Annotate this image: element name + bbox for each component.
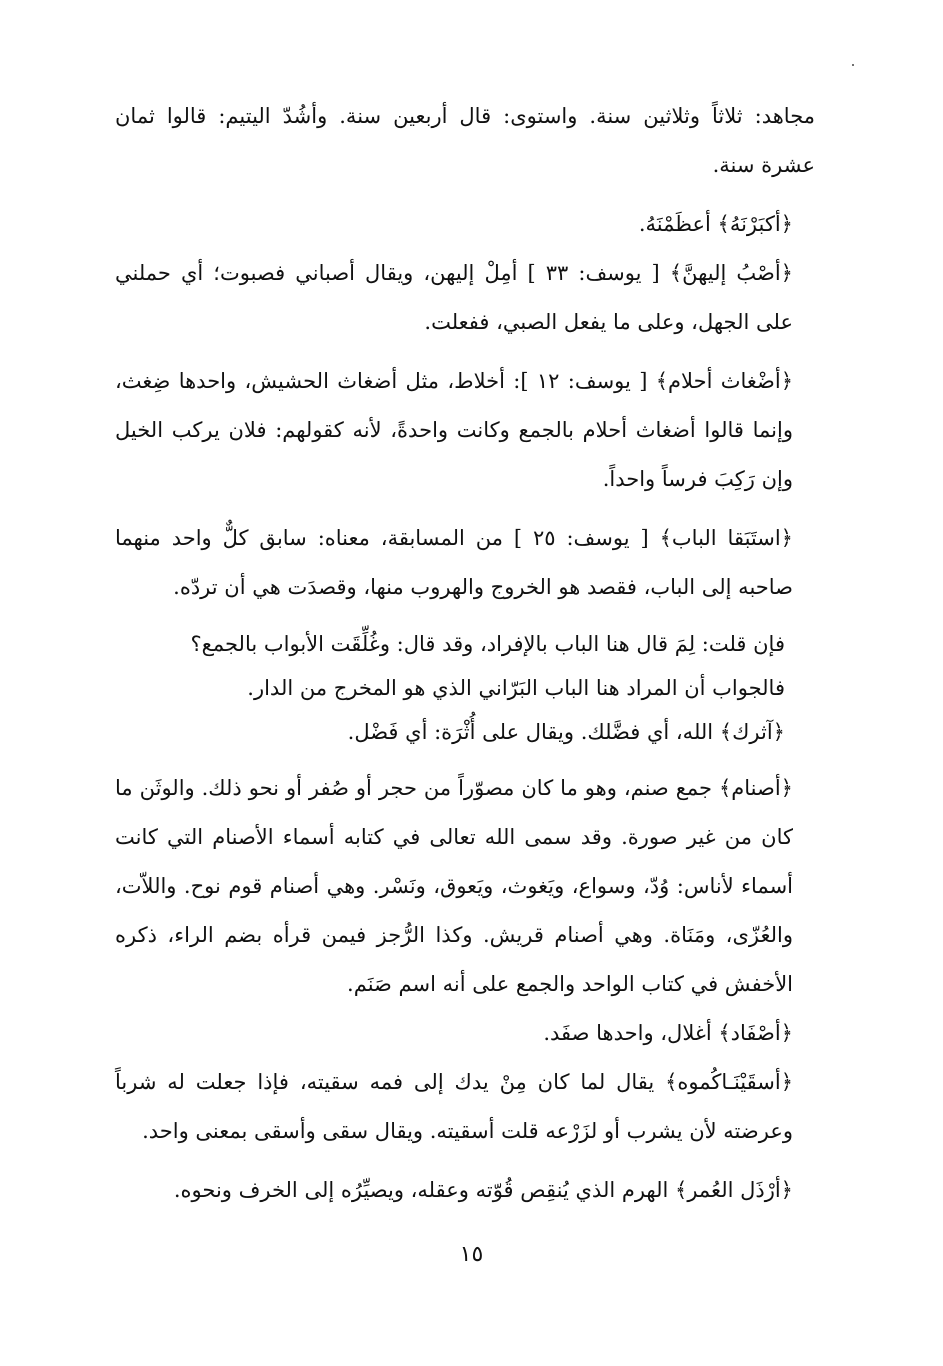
paragraph-asbu-ilayhinna: ﴿أصْبُ إليهنَّ﴾ [ يوسف: ٣٣ ] أمِلْ إليهن، ويقال أصباني فصبوت؛ أي حملني على الجهل، وعلى ما يفعل الصبي، ففعلت. xyxy=(115,261,793,334)
paragraph-question: فإن قلت: لِمَ قال هنا الباب بالإفراد، وقد قال: وغُلِّقَت الأبواب بالجمع؟ xyxy=(190,632,785,656)
paragraph-asfad: ﴿أصْفَاد﴾ أغلال، واحدها صفَد. xyxy=(543,1021,793,1045)
paragraph-ardhal-al-umur: ﴿أرْذَل العُمر﴾ الهرم الذي يُنقِص قُوّته وعقله، ويصيِّرُه إلى الخرف ونحوه. xyxy=(173,1178,793,1202)
paragraph-asnam: ﴿أصنام﴾ جمع صنم، وهو ما كان مصوّراً من حجر أو صُفر أو نحو ذلك. والوثَن ما كان من غير صورة. وقد سمى الله تعالى في كتابه أسماء الأصنام التي كانت أسماء لأناس: وُدّ، وسواع، ويَغوث، ويَعوق، ونَسْر. وهي أصنام قوم نوح. واللاّت، والعُزّى، ومَنَاة. وهي أصنام قريش. وكذا الرُّجز فيمن قرأه بضم الراء، ذكره الأخفش في كتاب الواحد والجمع على أنه اسم صَنَم. xyxy=(115,776,793,996)
page-number: ١٥ xyxy=(459,1242,484,1267)
paragraph-answer: فالجواب أن المراد هنا الباب البَرّاني الذي هو المخرج من الدار. xyxy=(247,676,785,700)
paragraph-istabaqa-al-bab: ﴿استَبَقا الباب﴾ [ يوسف: ٢٥ ] من المسابقة، معناه: سابق كلٌّ واحد منهما صاحبه إلى الباب، فقصد هو الخروج والهروب منها، وقصدَت هي أن تردّه. xyxy=(115,526,793,599)
paragraph-adghath-ahlam: ﴿أضْغاث أحلام﴾ [ يوسف: ١٢ ]: أخلاط، مثل أضغاث الحشيش، واحدها ضِغث، وإنما قالوا أضغاث أحلام بالجمع وكانت واحدةً، لأنه كقولهم: فلان يركب الخيل وإن رَكِبَ فرساً واحداً. xyxy=(115,369,794,491)
paragraph-atharak: ﴿آثرك﴾ الله، أي فضَّلك. ويقال على أُثْرَة: أي فَضْل. xyxy=(347,720,785,744)
paragraph-asqaynakumuh: ﴿أسقَيْنَـاكُموه﴾ يقال لما كان مِنْ يدك إلى فمه سقيته، فإذا جعلت له شرباً وعرضته لأن يشرب أو لزَرْعه قلت أسقيته. ويقال سقى وأسقى بمعنى واحد. xyxy=(115,1070,793,1143)
body-text xyxy=(115,92,815,1215)
speck-mark xyxy=(852,64,854,66)
paragraph-mujahid: مجاهد: ثلاثاً وثلاثين سنة. واستوى: قال أربعين سنة. وأشُدّ اليتيم: قالوا ثمان عشرة سنة. xyxy=(115,104,815,177)
paragraph-akbarnahu: ﴿أكبَرْنَهُ﴾ أعظَمْنَهُ. xyxy=(638,212,793,236)
